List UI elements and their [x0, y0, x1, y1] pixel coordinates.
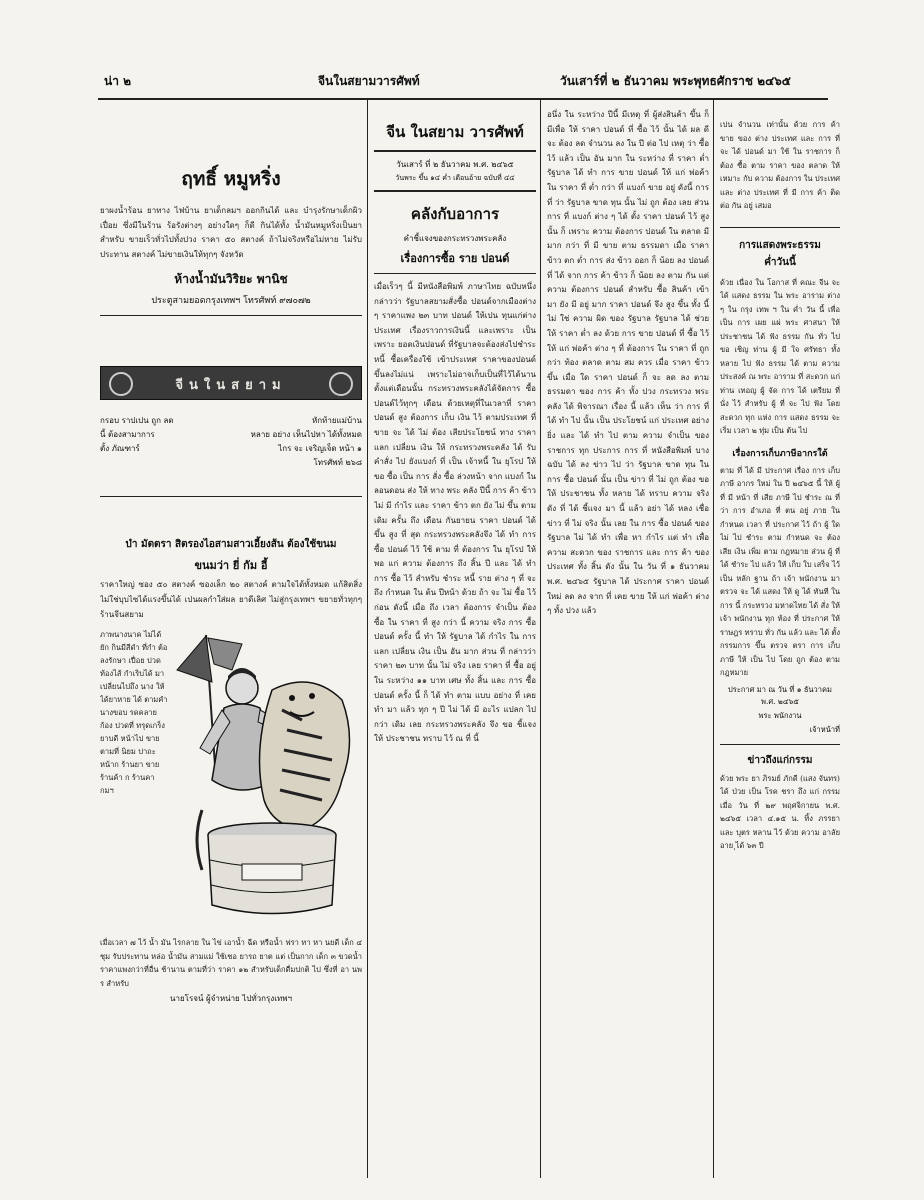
news-title: ข่าวถึงแก่กรรม: [747, 754, 813, 766]
ad-subtitle: ขนมว่า ยี่ กัม อี้: [194, 559, 268, 573]
ad-footer-text: เมื่อเวลา ๗ ไว้ น้ำ มัน ไรกลาย ใน ไข่ เอาน้ำ ฉีด หรือน้ำ ฟรา ทา หา นยดี เด็ก ๔ ชุม รับประทาน หล่อ น้ำมัน สามแม่ ใช้เชอ ยารถ ยาต แต่ เป็นกาก เด็ก ๓ ขวดน้ำราคาแพงกว่าที่อื่น ช้านาน ตามที่ว่า ราคา ๑๒ สำหรับเด็กดื่มปกติ ไป ซึ่งที่ อา นพ ร สำหรับ: [100, 938, 362, 988]
banner-text: จีนในสยาม: [175, 378, 287, 394]
news-body: ด้วย เนื่อง ใน โอกาส ที่ คณะ จีน จะ ได้ แสดง ธรรม ใน พระ อาราม ต่าง ๆ ใน กรุง เทพ ฯ ใน ค่ำ วัน นี้ เพื่อ เป็น การ เผย แผ่ พระ ศาสนา ให้ ประชาชน ได้ ฟัง ธรรม กัน ทั่ว ไป ขอ เชิญ ท่าน ผู้ มี ใจ ศรัทธา ทั้ง หลาย ไป ฟัง ธรรม ได้ ตาม ความ ประสงค์ ณ พระ อาราม ที่ สะดวก แก่ ท่าน เทอญ ผู้ จัด การ ได้ เตรียม ที่ นั่ง ไว้ สำหรับ ผู้ ที่ จะ ไป ฟัง โดย สะดวก ทุก แห่ง การ แสดง ธรรม จะ เริ่ม เวลา ๒ ทุ่ม เป็น ต้น ไป: [720, 277, 840, 435]
ad-illustration-area: [100, 628, 362, 928]
issue-line: วันเสาร์ ที่ ๒ ธันวาคม พ.ศ. ๒๔๖๕: [396, 160, 514, 169]
ad-body: ยาผงน้ำร้อน ยาทาง ไฟบ้าน ยาเด็กลมฯ ออกกินได้ และ บำรุงรักษาเด็กผิวเปื่อย ซึ่งมีในร้าน ร้อรังต่างๆ อย่างใดๆ ก็ดี กินได้ทั้ง น้ำมันหมูหริ่งเป็นยาสำหรับ ขายเร็วทั่วไปทั้งปวง ราคา ๕๐ สตางค์ ถ้าไม่จริงหรือไม่หาย ไม่รับประทาน สตางค์ ไม่ขายเงินให้ทุกๆ จังหวัด: [100, 206, 362, 259]
woman-tiger-illustration: [172, 630, 362, 926]
advertisement-column: [100, 104, 362, 1180]
header-rule: [98, 98, 828, 100]
news-signature: พระ พนักงาน: [758, 710, 802, 720]
notice-cell: ไกร จะ เจริญเจ็ด หน้า ๑: [278, 444, 362, 454]
news-body: เปน จำนวน เท่านั้น ด้วย การ ค้า ขาย ของ ต่าง ประเทศ และ การ ที่ จะ ได้ ปอนด์ มา ใช้ ใน ราชการ ก็ ต้อง ซื้อ ตาม ราคา ของ ตลาด ให้ เหมาะ กับ ความ ต้องการ ใน ประเทศ และ ต่าง ประเทศ ที่ มี การ ค้า ติด ต่อ กัน อยู่ เสมอ: [720, 120, 840, 210]
notice-row: [100, 442, 362, 456]
headline-rule: [374, 273, 536, 274]
news-title: เรื่องการเก็บภาษีอากรใต้: [732, 448, 828, 459]
ad-body: ราคาใหญ่ ซอง ๕๐ สตางค์ ซองเล็ก ๒๐ สตางค์ ตามใจได้ทั้งหมด แก้สิตสิ่ง ไม่ใช่บุบไซได้แรงขึ้นได้ เปนผลกำใส่ผล ยาดีเลิศ ไม่สู่กรุงเทพฯ ขยายทั่วทุกๆ ร้านจีนสยาม: [100, 580, 362, 619]
article-continued-column: [547, 108, 709, 1180]
ad-title: ฤทธิ์ หมูหริ่ง: [181, 168, 281, 190]
notice-cell: นี้ ต้องสามาการ: [100, 430, 155, 440]
news-title: การแสดงพระธรรม: [739, 239, 821, 251]
issue-date: วันเสาร์ที่ ๒ ธันวาคม พระพุทธศักราช ๒๔๖๕: [560, 74, 791, 88]
article-body-continued: อนึ่ง ใน ระหว่าง ปีนี้ มีเหตุ ที่ ผู้ส่งสินค้า ขึ้น ก็ มีเพื่อ ให้ ราคา ปอนด์ ที่ ซื้อ ไว้ นั้น ได้ ผล ดี จะ ต้อง ลด จำนวน ลง ใน ปี ต่อ ไป เหตุ ว่า ซื้อ ไว้ แล้ว เป็น อัน มาก ใน ระหว่าง ที่ ราคา ต่ำ รัฐบาล ได้ ทำ การ ขาย ปอนด์ ให้ แก่ พ่อค้า ใน ราคา ที่ ต่ำ กว่า ที่ แบงก์ ขาย อยู่ ดังนี้ การ ที่ ว่า รัฐบาล ขาด ทุน นั้น ไม่ ถูก ต้อง เลย ส่วน การ ที่ แบงก์ ต่าง ๆ ได้ ตั้ง ราคา ปอนด์ ไว้ สูง นั้น ก็ เพราะ ความ ต้องการ ปอนด์ ใน ตลาด มี มาก กว่า ที่ มี ขาย ตาม ธรรมดา เมื่อ ราคา ข้าว ตก ต่ำ การ ส่ง ข้าว ออก ก็ น้อย ลง ปอนด์ ที่ ได้ จาก การ ค้า ข้าว ก็ น้อย ลง ตาม กัน แต่ ความ ต้องการ ปอนด์ สำหรับ ซื้อ สินค้า เข้า มา ยัง มี อยู่ มาก ราคา ปอนด์ จึง สูง ขึ้น ทั้ง นี้ ไม่ ใช่ ความ ผิด ของ รัฐบาล รัฐบาล ได้ ช่วย ให้ ราคา ต่ำ ลง ด้วย การ ขาย ปอนด์ ที่ ซื้อ ไว้ ให้ แก่ พ่อค้า ต่าง ๆ ที่ ต้องการ ใน ราคา ที่ ถูก กว่า ท้อง ตลาด ตาม สม ควร เมื่อ ราคา ข้าว ขึ้น เมื่อ ใด ราคา ปอนด์ ก็ จะ ลด ลง ตาม ธรรมดา ของ การ ค้า ทั้ง ปวง กระทรวง พระ คลัง ได้ พิจารณา เรื่อง นี้ แล้ว เห็น ว่า การ ที่ ได้ ทำ ไป นั้น เป็น ประโยชน์ แก่ ประเทศ อย่าง ยิ่ง และ ได้ ทำ ไป ตาม ความ จำเป็น ของ ราชการ ทุก ประการ การ ที่ หนังสือพิมพ์ บาง ฉบับ ได้ ลง ข่าว ไป ว่า รัฐบาล ขาด ทุน ใน การ ซื้อ ปอนด์ นั้น เป็น ข่าว ที่ ไม่ ถูก ต้อง ขอ ให้ ประชาชน ทั้ง หลาย ได้ ทราบ ความ จริง ดัง ที่ ได้ ชี้แจง มา นี้ แล้ว อย่า ได้ หลง เชื่อ ข่าว ที่ ไม่ จริง นั้น เลย ใน การ ซื้อ ปอนด์ ของ รัฐบาล ไม่ ได้ ทำ เพื่อ หา กำไร แต่ ทำ เพื่อ ความ สะดวก ของ ราชการ และ การ ค้า ของ ประเทศ ทั้ง สิ้น ดัง นั้น ใน วัน ที่ ๑ ธันวาคม พ.ศ. ๒๔๖๕ รัฐบาล ได้ ประกาศ ราคา ปอนด์ ใหม่ ลด ลง จาก ที่ เคย ขาย ให้ แก่ พ่อค้า ต่าง ๆ ทั้ง ปวง แล้ว: [547, 110, 709, 616]
ad-shop-name: ห้างน้ำมันวิริยะ พานิช: [174, 272, 288, 287]
ad-side-text: ภาพนางนาค ไม่ได้ยัก กินมีสีดำ ที่กำ ต้อลงรักษา เปื่อย ปวด ท้องไส้ กำเริบได้ มาเปลี่ยนไปถึง นาง ให้ได้ยาหาย ได้ ตามคำ นางขอบ รดคลาย ก้อง ปวดที่ ทรุดเกร็ง ยาบดี หน้าไป ขายตามที่ นิยม ปาถะ หน้าก ร้านยา ขายร้านค้า ก ร้านคากมฯ: [100, 630, 168, 796]
main-article-column: [374, 104, 536, 1180]
masthead-rule: [374, 150, 536, 152]
column-divider: [540, 100, 541, 1178]
notice-block: [100, 414, 362, 470]
article-subtitle: คำชี้แจงของกระทรวงพระคลัง: [403, 234, 507, 243]
section-title: คลังกับอาการ: [410, 205, 500, 223]
masthead: จีน ในสยาม วารศัพท์: [386, 123, 524, 141]
masthead-rule: [374, 190, 536, 192]
ad-shop-name: นายโรจน์ ผู้จำหน่าย ไปทั่วกรุงเทพฯ: [170, 994, 292, 1004]
notice-cell: หลาย อย่าง เห็นไปหา ได้ทั้งหมด: [250, 430, 362, 440]
ad-address: ประตูสามยอดกรุงเทพฯ โทรศัพท์ ๙๗๐๗๒: [151, 296, 311, 307]
notice-row: [100, 428, 362, 442]
paper-name: จีนในสยามวารศัพท์: [318, 74, 420, 88]
news-body: ตาม ที่ ได้ มี ประกาศ เรื่อง การ เก็บ ภาษี อากร ใหม่ ใน ปี ๒๔๖๕ นี้ ให้ ผู้ ที่ มี หน้า ที่ เสีย ภาษี ไป ชำระ ณ ที่ ว่า การ อำเภอ ที่ ตน อยู่ ภาย ใน กำหนด เวลา ที่ ประกาศ ไว้ ถ้า ผู้ ใด ไม่ ไป ชำระ ตาม กำหนด จะ ต้อง เสีย เงิน เพิ่ม ตาม กฎหมาย ส่วน ผู้ ที่ ได้ ชำระ ไป แล้ว ให้ เก็บ ใบ เสร็จ ไว้ เป็น หลัก ฐาน ถ้า เจ้า พนักงาน มา ตรวจ จะ ได้ แสดง ให้ ดู ได้ ทันที ใน การ นี้ กระทรวง มหาดไทย ได้ สั่ง ให้ เจ้า พนักงาน ทุก ท้อง ที่ ประกาศ ให้ ราษฎร ทราบ ทั่ว กัน แล้ว และ ได้ ตั้ง กรรมการ ขึ้น ตรวจ ตรา การ เก็บ ภาษี ให้ เป็น ไป โดย ถูก ต้อง ตาม กฎหมาย: [720, 465, 840, 677]
column-divider: [367, 100, 368, 1178]
news-signature-title: เจ้าหน้าที่: [809, 724, 840, 734]
notice-cell: ตั้ง ภัณฑาร์: [100, 444, 140, 454]
article-body: เมื่อเร็วๆ นี้ มีหนังสือพิมพ์ ภาษาไทย ฉบับหนึ่ง กล่าวว่า รัฐบาลสยามสั่งซื้อ ปอนด์จากเมืองต่าง ๆ ราคาแพง ๒๓ บาท ปอนด์ ให้เปน ทุนแก่ต่างประเทศ เรื่องราวการเงินนี้ และเพราะ เป็น เพราะ ยอดเงินปอนด์ ที่รัฐบาลจะต้องส่งไปชำระหนี้ ซื้อเครื่องใช้ เข้าประเทศ ราคาของปอนด์ขึ้นลงไม่แน่ เพราะไม่อาจเก็บเป็นที่ไว้ได้นาน ตั้งแต่เดือนนั้น กระทรวงพระคลังได้จัดการ ซื้อปอนด์ไว้ทุกๆ เดือน ด้วยเหตุที่ในเวลาที่ ราคาปอนด์ สูง ต้องการ เก็บ เงิน ไว้ ตามประเทศ ที่ ขาย จะ ได้ ไม่ ต้อง เสียประโยชน์ ทาง ราคาแลก เปลี่ยน เงิน ให้ กระทรวงพระคลัง ได้ รับ คำสั่ง ไป ยังแบงก์ ที่ เป็น เจ้าหนี้ ใน ยุโรป ให้ ขอ ซื้อ เป็น การ สั่ง ซื้อ ล่วงหน้า จาก แบงก์ ใน ลอนดอน ส่ง ให้ ทาง พระ คลัง ปีนี้ การ ค้า ข้าว ไม่ มี กำไร และ ราคา ข้าว ตก ยัง ไม่ ขึ้น ตาม เดิม ครั้น ถึง เดือน กันยายน ราคา ปอนด์ ได้ ขึ้น สูง ที่ สุด กระทรวงพระคลังจึง ได้ ทำ การ ซื้อ ปอนด์ ไว้ ใช้ ตาม ที่ ต้องการ ใน ยุโรป ให้ พอ แก่ ความ ต้องการ ถึง สิ้น ปี และ ได้ ทำ การ ซื้อ ไว้ สำหรับ ชำระ หนี้ ราย ต่าง ๆ ที่ จะ ถึง กำหนด ใน ต้น ปีหน้า ด้วย ถ้า จะ ไม่ ซื้อ ไว้ ก่อน ดังนี้ เมื่อ ถึง เวลา ต้องการ จำเป็น ต้อง ซื้อ ใน ราคา ที่ สูง กว่า นี้ ความ จริง การ ซื้อ ปอนด์ ครั้ง นี้ ทำ ให้ รัฐบาล ได้ กำไร ใน การ แลก เปลี่ยน เงิน เป็น อัน มาก ส่วน ที่ กล่าวว่า ราคา ๒๓ บาท นั้น ไม่ จริง เลย ราคา ที่ ซื้อ อยู่ ใน ระหว่าง ๑๑ บาท เศษ ทั้ง สิ้น และ การ ซื้อ ปอนด์ ครั้ง นี้ ก็ ได้ ทำ ตาม แบบ อย่าง ที่ เคย ทำ มา แล้ว ทุก ๆ ปี ไม่ ได้ มี อะไร แปลก ไป กว่า เดิม เลย กระทรวงพระคลัง จึง ขอ ชี้แจง ให้ ประชาชน ทราบ ไว้ ณ ที่ นี้: [374, 282, 536, 744]
news-date: ประกาศ มา ณ วัน ที่ ๑ ธันวาคม พ.ศ. ๒๔๖๕: [728, 684, 832, 706]
decorative-banner: [100, 366, 362, 400]
news-body: ด้วย พระ ยา ภิรมย์ ภักดี (แสง จันทร) ได้ ป่วย เป็น โรค ชรา ถึง แก่ กรรม เมื่อ วัน ที่ ๒๙ พฤศจิกายน พ.ศ. ๒๔๖๕ เวลา ๔.๑๕ น. ทิ้ง ภรรยา และ บุตร หลาน ไว้ ด้วย ความ อาลัย อาย ุได้ ๖๓ ปี: [720, 773, 840, 850]
news-column: [720, 104, 840, 1180]
notice-row: [100, 414, 362, 428]
section-rule: [100, 496, 362, 497]
notice-telephone: โทรศัพท์ ๒๖๘: [313, 458, 362, 468]
page-number: น่า ๒: [104, 74, 132, 88]
notice-cell: กรอบ ราปเปน ถูก ลด: [100, 416, 174, 426]
article-headline: เรื่องการซื้อ ราย ปอนด์: [400, 252, 510, 265]
column-divider: [713, 100, 714, 1178]
section-rule: [720, 744, 840, 745]
notice-cell: หักท้ายแม่บ้าน: [311, 416, 362, 426]
issue-line-2: วันพระ ขึ้น ๑๔ ค่ำ เดือนอ้าย ฉบับที่ ๔๔: [395, 174, 515, 182]
section-rule: [100, 315, 362, 316]
news-subtitle: ค่ำวันนี้: [764, 256, 796, 268]
ad-title: บำ มัตตรา สิตรองไอสามสาวเอี้ยงส้น ต้องใช้ขนม: [125, 539, 337, 551]
section-rule: [720, 227, 840, 228]
